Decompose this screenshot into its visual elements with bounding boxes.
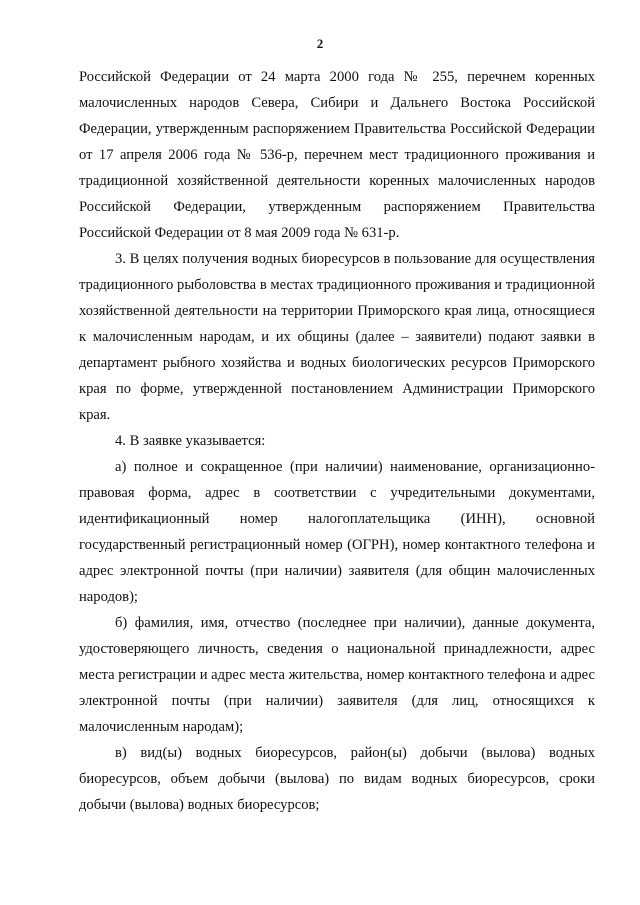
paragraph-item-4b: б) фамилия, имя, отчество (последнее при наличии), данные документа, удостоверяющего личность, сведения о национальной принадлежности, адрес места регистрации и адрес места жительства, номер контактного телефона и адрес электронной почты (при наличии) заявителя (для лиц, относящихся к малочисленным народам);	[79, 615, 595, 735]
paragraph-item-4v: в) вид(ы) водных биоресурсов, район(ы) добычи (вылова) водных биоресурсов, объем добычи (вылова) по видам водных биоресурсов, сроки добычи (вылова) водных биоресурсов;	[79, 745, 595, 813]
paragraph-item-3: 3. В целях получения водных биоресурсов в пользование для осуществления традиционного рыболовства в местах традиционного проживания и традиционной хозяйственной деятельности на территории Приморского края лица, относящиеся к малочисленным народам, и их общины (далее – заявители) подают заявки в департамент рыбного хозяйства и водных биологических ресурсов Приморского края по форме, утвержденной постановлением Администрации Приморского края.	[79, 251, 595, 423]
paragraph-continuation: Российской Федерации от 24 марта 2000 года № 255, перечнем коренных малочисленных народов Севера, Сибири и Дальнего Востока Российской Федерации, утвержденным распоряжением Правительства Российской Федерации от 17 апреля 2006 года № 536-р, перечнем мест традиционного проживания и традиционной хозяйственной деятельности коренных малочисленных народов Российской Федерации, утвержденным распоряжением Правительства Российской Федерации от 8 мая 2009 года № 631-р.	[79, 69, 595, 241]
paragraph-item-4: 4. В заявке указывается:	[115, 433, 266, 449]
document-body	[79, 64, 595, 818]
page-number: 2	[316, 36, 324, 51]
paragraph-item-4a: а) полное и сокращенное (при наличии) наименование, организационно-правовая форма, адрес в соответствии с учредительными документами, идентификационный номер налогоплательщика (ИНН), основной государственный регистрационный номер (ОГРН), номер контактного телефона и адрес электронной почты (при наличии) заявителя (для общин малочисленных народов);	[79, 459, 595, 605]
